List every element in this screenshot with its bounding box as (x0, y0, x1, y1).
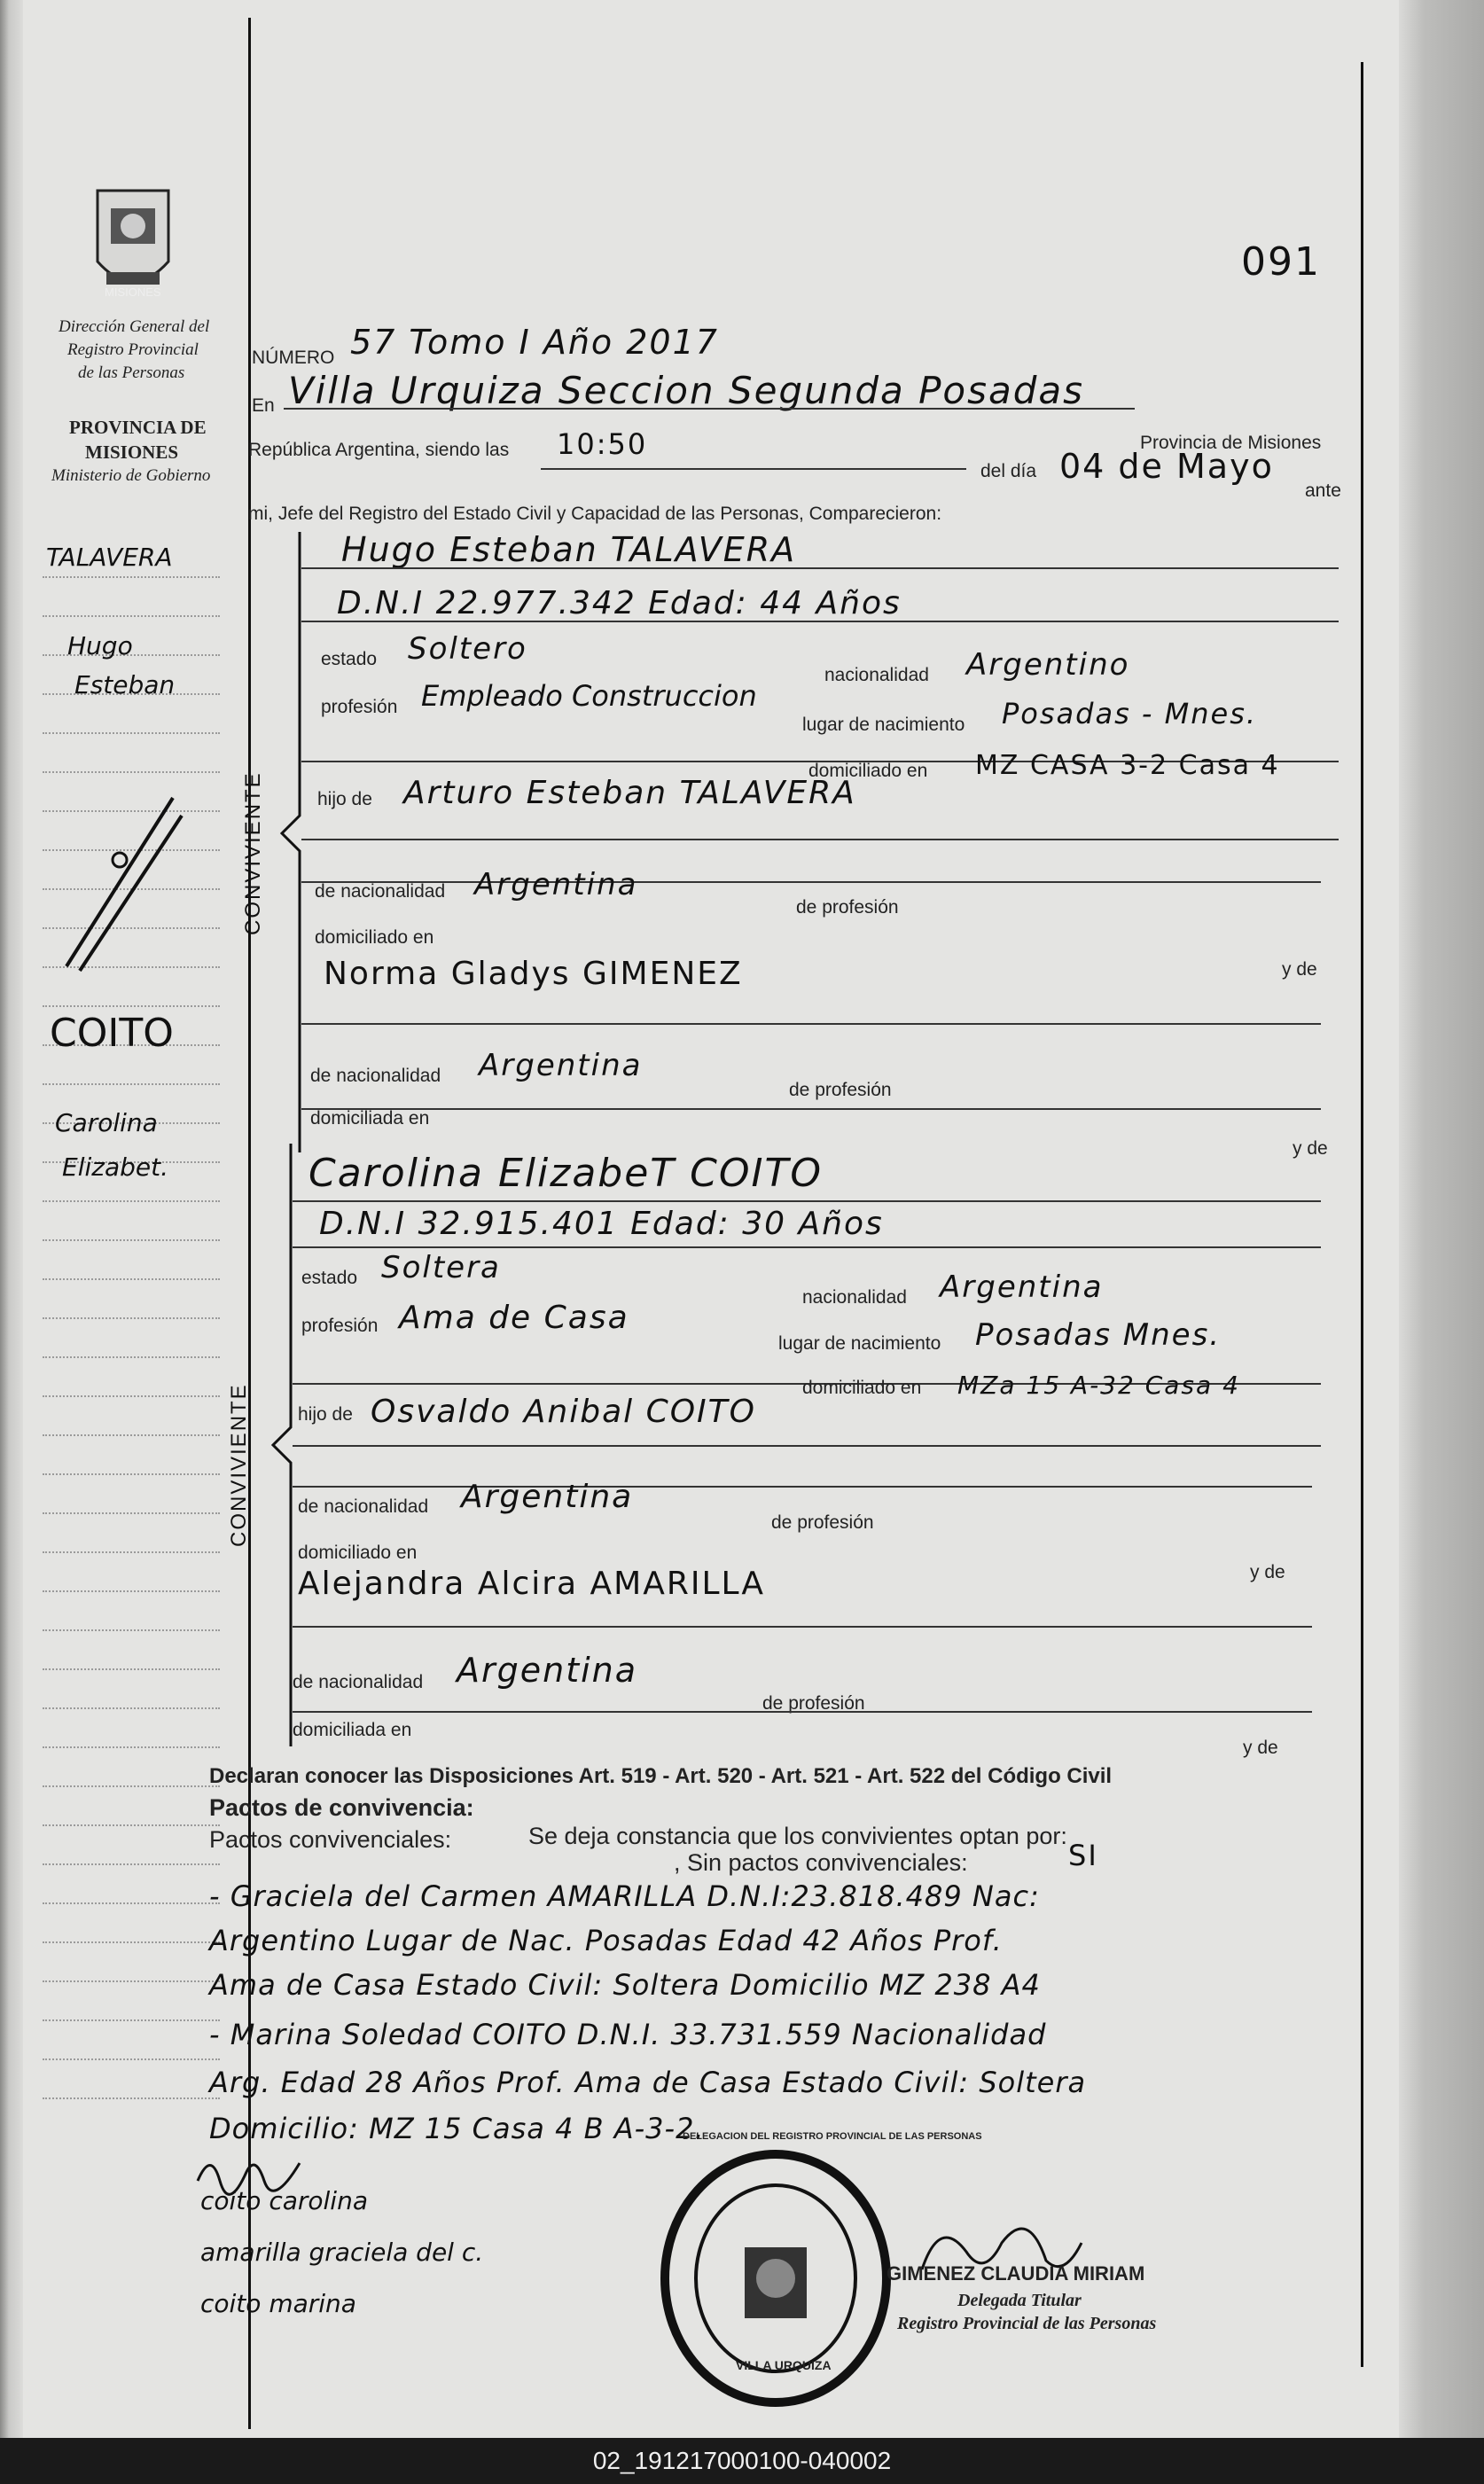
book-binding (0, 0, 23, 2438)
c2-hijo-label: hijo de (298, 1404, 353, 1425)
ante-label: ante (1305, 480, 1341, 501)
margin-name-2a: Carolina (55, 1108, 158, 1137)
c1-lugar: Posadas - Mnes. (1002, 697, 1258, 730)
c2-nacionalidad-label: nacionalidad (802, 1287, 907, 1308)
official-name: GIMENEZ CLAUDIA MIRIAM (886, 2262, 1145, 2285)
signature-1: coito carolina (200, 2186, 368, 2215)
agency-line-2: Registro Provincial (67, 340, 199, 359)
ministry: Ministerio de Gobierno (51, 466, 211, 485)
page-edge (1399, 0, 1484, 2438)
witness-line-2: Argentino Lugar de Nac. Posadas Edad 42 Años Prof. (209, 1924, 1003, 1957)
date-value: 04 de Mayo (1059, 447, 1274, 486)
c2-madre-dom-label: domiciliada en (293, 1720, 412, 1740)
conviviente-2-name: Carolina ElizabeT COITO (309, 1151, 823, 1196)
conviviente-1-dni: D.N.I 22.977.342 Edad: 44 Años (337, 585, 902, 621)
margin-name-1b: Esteban (74, 670, 176, 699)
seal-label: MISIONES (105, 285, 161, 299)
c2-madre-nac: Argentina (457, 1651, 638, 1690)
c1-nacionalidad-label: nacionalidad (824, 665, 929, 685)
c1-y-de-2: y de (1293, 1138, 1328, 1159)
c2-padre-prof-label: de profesión (771, 1512, 874, 1533)
c1-padre-prof-label: de profesión (796, 897, 899, 918)
numero-value: 57 Tomo I Año 2017 (350, 323, 719, 362)
pactos-line-a: Pactos convivenciales: (209, 1826, 452, 1853)
frame-right-line (1361, 62, 1363, 2367)
numero-label: NÚMERO (252, 348, 335, 368)
official-office: Registro Provincial de las Personas (897, 2314, 1157, 2333)
signature-2: amarilla graciela del c. (200, 2238, 484, 2267)
c1-madre-dom-label: domiciliada en (310, 1108, 430, 1129)
c1-lugar-label: lugar de nacimiento (802, 715, 965, 735)
c2-padre-nac-label: de nacionalidad (298, 1496, 429, 1517)
c2-madre-prof-label: de profesión (762, 1693, 865, 1714)
province-suffix: Provincia de Misiones (1140, 433, 1322, 453)
en-label: En (252, 395, 275, 416)
agency-line-3: de las Personas (78, 363, 185, 382)
c2-padre-dom-label: domiciliado en (298, 1543, 418, 1563)
witness-line-5: Arg. Edad 28 Años Prof. Ama de Casa Estado Civil: Soltera (209, 2066, 1087, 2099)
c1-y-de: y de (1282, 959, 1317, 980)
pactos-value: SI (1068, 1839, 1098, 1872)
c1-madre-nac-label: de nacionalidad (310, 1066, 441, 1086)
agency-line-1: Dirección General del (59, 317, 210, 336)
pactos-line-b: , Sin pactos convivenciales: (674, 1849, 968, 1876)
declaration-line: Declaran conocer las Disposiciones Art. 519 - Art. 520 - Art. 521 - Art. 522 del Código Civil (209, 1764, 1113, 1788)
province-line-2: MISIONES (85, 441, 179, 463)
pactos-text: Se deja constancia que los convivientes optan por: (528, 1823, 1067, 1849)
c2-profesion: Ama de Casa (399, 1300, 629, 1336)
c1-madre-prof-label: de profesión (789, 1080, 892, 1100)
c2-domicilio-label: domiciliado en (802, 1378, 922, 1398)
province-line-1: PROVINCIA DE (69, 417, 207, 438)
c1-padre-nac-label: de nacionalidad (315, 881, 446, 902)
c2-nacionalidad: Argentina (940, 1269, 1104, 1305)
margin-surname-2: COITO (50, 1011, 174, 1056)
c2-lugar-label: lugar de nacimiento (778, 1333, 941, 1354)
time-value: 10:50 (557, 427, 648, 461)
c2-padre: Osvaldo Anibal COITO (371, 1394, 756, 1430)
c1-padre-nac: Argentina (474, 867, 638, 902)
pactos-title: Pactos de convivencia: (209, 1794, 474, 1821)
conviviente-2-dni: D.N.I 32.915.401 Edad: 30 Años (319, 1206, 884, 1242)
place-value: Villa Urquiza Seccion Segunda Posadas (288, 369, 1085, 412)
c2-y-de: y de (1250, 1562, 1285, 1582)
conviviente-2-label: CONVIVIENTE (227, 1383, 251, 1547)
stamp-center-text: VILLA URQUIZA (736, 2358, 832, 2372)
c2-estado: Soltera (381, 1250, 501, 1285)
margin-surname-1: TALAVERA (46, 543, 173, 572)
margin-name-2b: Elizabet. (62, 1152, 168, 1182)
c1-domicilio-label: domiciliado en (808, 761, 928, 781)
signature-3: coito marina (200, 2289, 356, 2318)
conviviente-1-label: CONVIVIENTE (241, 771, 265, 935)
c1-estado: Soltero (408, 631, 527, 667)
footer-id: 02_191217000100-040002 (0, 2438, 1484, 2484)
page-number: 091 (1241, 239, 1321, 285)
c1-madre: Norma Gladys GIMENEZ (324, 956, 743, 992)
c2-padre-nac: Argentina (461, 1479, 634, 1515)
official-role: Delegada Titular (957, 2291, 1082, 2310)
c1-profesion: Empleado Construccion (421, 679, 757, 713)
margin-strike-icon (49, 789, 191, 975)
c1-nacionalidad: Argentino (966, 647, 1130, 683)
c1-estado-label: estado (321, 649, 378, 669)
margin-name-1a: Hugo (67, 631, 133, 660)
c1-padre: Arturo Esteban TALAVERA (403, 775, 856, 811)
c1-profesion-label: profesión (321, 697, 398, 717)
brace-icon-2 (257, 1144, 293, 1746)
witness-line-4: - Marina Soledad COITO D.N.I. 33.731.559 Nacionalidad (209, 2018, 1047, 2051)
republic-text: República Argentina, siendo las (248, 440, 510, 460)
c2-madre-nac-label: de nacionalidad (293, 1672, 424, 1692)
witness-line-1: - Graciela del Carmen AMARILLA D.N.I:23.818.489 Nac: (209, 1879, 1040, 1913)
witness-line-6: Domicilio: MZ 15 Casa 4 B A-3-2. (209, 2112, 705, 2145)
c2-madre: Alejandra Alcira AMARILLA (298, 1566, 766, 1602)
witness-line-3: Ama de Casa Estado Civil: Soltera Domicilio MZ 238 A4 (209, 1968, 1041, 2002)
c1-madre-nac: Argentina (479, 1048, 643, 1083)
c1-hijo-label: hijo de (317, 789, 372, 809)
day-label: del día (980, 461, 1037, 481)
c2-domicilio: MZa 15 A-32 Casa 4 (957, 1371, 1240, 1400)
c2-estado-label: estado (301, 1268, 358, 1288)
stamp-ring-text: DELEGACION DEL REGISTRO PROVINCIAL DE LAS PERSONAS (683, 2131, 982, 2142)
c1-domicilio: MZ CASA 3-2 Casa 4 (975, 750, 1280, 781)
intro-text: mi, Jefe del Registro del Estado Civil y Capacidad de las Personas, Comparecieron: (248, 504, 942, 524)
c2-lugar: Posadas Mnes. (975, 1317, 1222, 1353)
c1-padre-dom-label: domiciliado en (315, 927, 434, 948)
brace-icon (266, 532, 301, 1152)
c2-y-de-2: y de (1243, 1738, 1278, 1758)
c2-profesion-label: profesión (301, 1316, 379, 1336)
conviviente-1-name: Hugo Esteban TALAVERA (341, 530, 797, 569)
